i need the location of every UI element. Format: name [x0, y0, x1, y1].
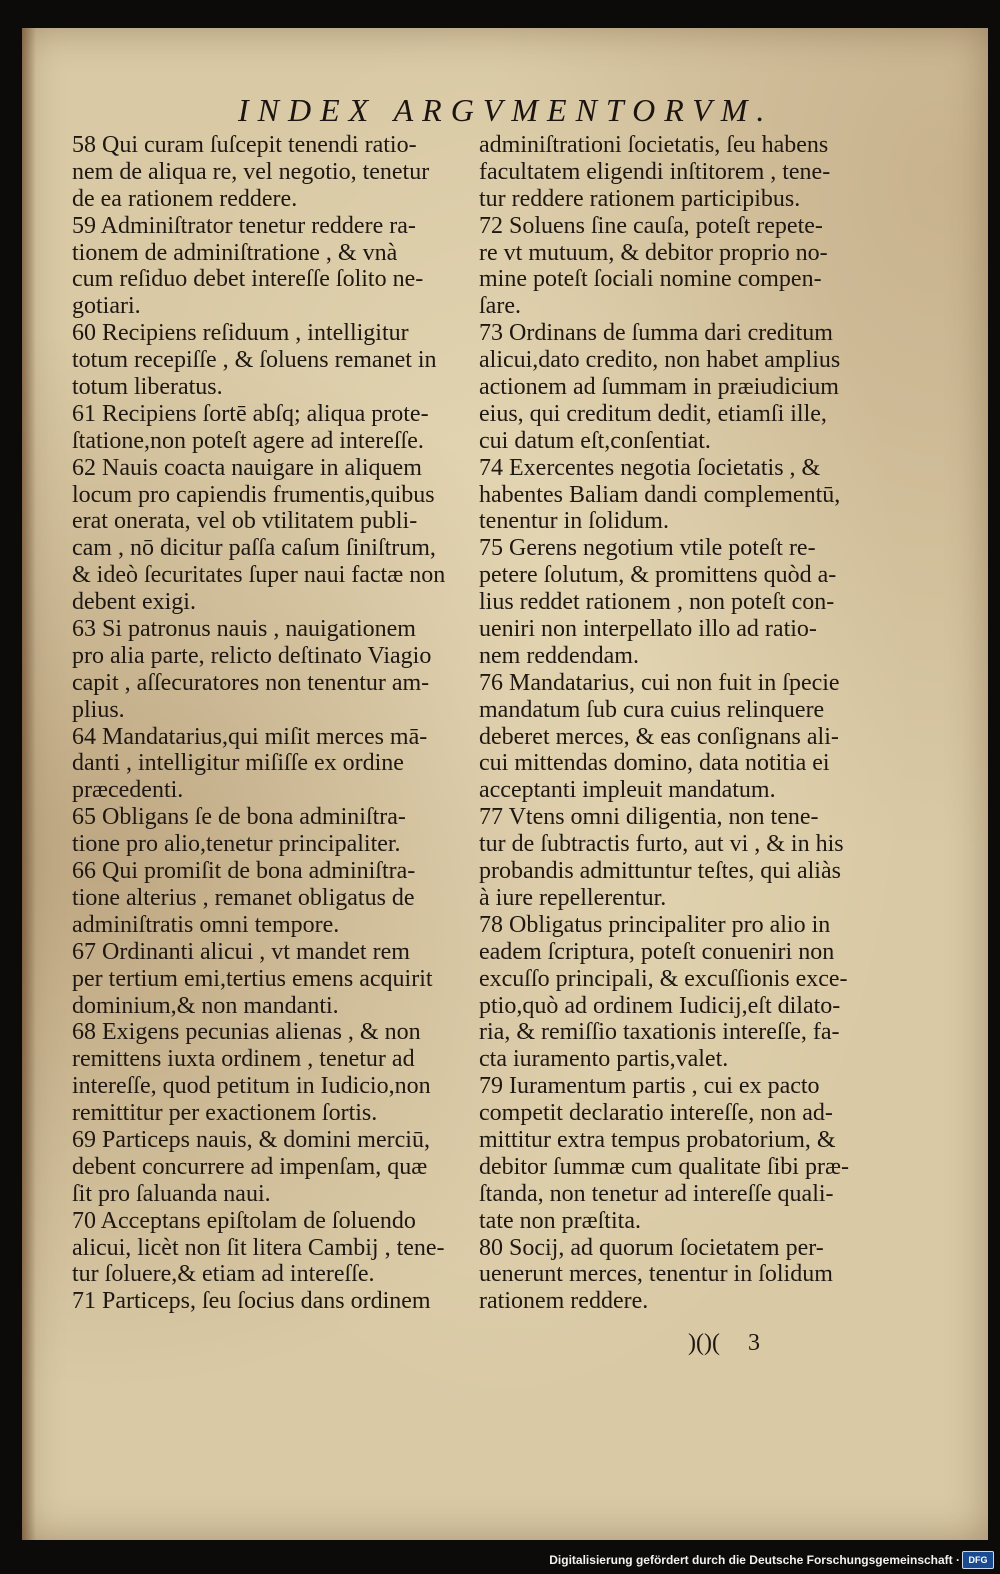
text-line: mine poteſt ſociali nomine compen-: [479, 266, 822, 293]
text-line: 74 Exercentes negotia ſocietatis , &: [479, 454, 821, 481]
text-line: excuſſo principali, & excuſſionis exce-: [479, 965, 848, 992]
page-binding-shadow: [22, 28, 36, 1540]
left-column: [72, 132, 467, 1315]
dfg-logo-icon: DFG: [962, 1551, 994, 1569]
signature-mark: )()(: [688, 1330, 720, 1356]
text-line: per tertium emi,tertius emens acquirit: [72, 965, 433, 992]
text-line: 62 Nauis coacta nauigare in aliquem: [72, 454, 422, 481]
text-line: tenentur in ſolidum.: [479, 508, 669, 535]
text-line: erat onerata, vel ob vtilitatem publi-: [72, 508, 418, 535]
text-line: remittitur per exactionem ſortis.: [72, 1100, 378, 1127]
text-line: 71 Particeps, ſeu ſocius dans ordinem: [72, 1288, 431, 1315]
text-line: ſtanda, non tenetur ad intereſſe quali-: [479, 1180, 834, 1207]
text-line: cta iuramento partis,valet.: [479, 1046, 729, 1073]
text-line: debent concurrere ad impenſam, quæ: [72, 1153, 428, 1180]
text-line: tur reddere rationem participibus.: [479, 185, 801, 212]
text-line: 72 Soluens ſine cauſa, poteſt repete-: [479, 212, 823, 239]
text-line: & ideò ſecuritates ſuper naui factæ non: [72, 562, 446, 589]
text-line: ſare.: [479, 293, 521, 320]
text-line: nem reddendam.: [479, 642, 639, 669]
text-line: pro alia parte, relicto deſtinato Viagio: [72, 642, 432, 669]
text-line: cui datum eſt,conſentiat.: [479, 427, 711, 454]
text-line: præcedenti.: [72, 777, 184, 804]
text-line: 63 Si patronus nauis , nauigationem: [72, 616, 416, 643]
text-line: debitor ſummæ cum qualitate ſibi præ-: [479, 1153, 849, 1180]
text-line: mandatum ſub cura cuius relinquere: [479, 696, 825, 723]
text-line: totum recepiſſe , & ſoluens remanet in: [72, 347, 437, 374]
text-line: alicui, licèt non ſit litera Cambij , tene-: [72, 1234, 445, 1261]
text-line: 80 Socij, ad quorum ſocietatem per-: [479, 1234, 824, 1261]
text-line: nem de aliqua re, vel negotio, tenetur: [72, 158, 430, 185]
text-line: ſit pro ſaluanda naui.: [72, 1180, 271, 1207]
text-line: uenerunt merces, tenentur in ſolidum: [479, 1261, 833, 1288]
text-line: eadem ſcriptura, poteſt conueniri non: [479, 938, 835, 965]
page-number: 3: [747, 1330, 760, 1356]
text-line: rationem reddere.: [479, 1288, 649, 1315]
text-line: 69 Particeps nauis, & domini merciū,: [72, 1126, 430, 1153]
text-line: petere ſolutum, & promittens quòd a-: [479, 562, 837, 589]
text-line: 68 Exigens pecunias alienas , & non: [72, 1019, 421, 1046]
text-line: 77 Vtens omni diligentia, non tene-: [479, 804, 819, 831]
text-line: probandis admittuntur teſtes, qui aliàs: [479, 858, 841, 885]
text-line: re vt mutuum, & debitor proprio no-: [479, 239, 828, 266]
text-line: acceptanti impleuit mandatum.: [479, 777, 776, 804]
text-line: 67 Ordinanti alicui , vt mandet rem: [72, 938, 410, 965]
text-line: ria, & remiſſio taxationis intereſſe, fa-: [479, 1019, 840, 1046]
text-line: tate non præſtita.: [479, 1207, 641, 1234]
text-line: à iure repellerentur.: [479, 884, 667, 911]
text-line: facultatem eligendi inſtitorem , tene-: [479, 158, 831, 185]
text-line: adminiſtrationi ſocietatis, ſeu habens: [479, 132, 829, 158]
text-line: tur ſoluere,& etiam ad intereſſe.: [72, 1261, 375, 1288]
text-line: competit declaratio intereſſe, non ad-: [479, 1100, 833, 1127]
text-line: dominium,& non mandanti.: [72, 992, 339, 1019]
text-line: tionem de adminiſtratione , & vnà: [72, 239, 398, 266]
text-line: cui mittendas domino, data notitia ei: [479, 750, 830, 777]
text-line: 75 Gerens negotium vtile poteſt re-: [479, 535, 816, 562]
text-line: 61 Recipiens ſortē abſq; aliqua prote-: [72, 400, 429, 427]
text-line: intereſſe, quod petitum in Iudicio,non: [72, 1073, 431, 1100]
text-line: habentes Baliam dandi complementū,: [479, 481, 841, 508]
text-line: totum liberatus.: [72, 374, 223, 401]
page-header-title: INDEX ARGVMENTORVM.: [238, 92, 774, 128]
text-line: debent exigi.: [72, 589, 196, 616]
text-line: cum reſiduo debet intereſſe ſolito ne-: [72, 266, 424, 293]
text-line: 76 Mandatarius, cui non fuit in ſpecie: [479, 669, 840, 696]
digitization-footer: [0, 1546, 1000, 1574]
text-line: ueniri non interpellato illo ad ratio-: [479, 616, 817, 643]
text-line: 78 Obligatus principaliter pro alio in: [479, 911, 831, 938]
right-column: [479, 132, 871, 1315]
text-line: ſtatione,non poteſt agere ad intereſſe.: [72, 427, 424, 454]
text-line: gotiari.: [72, 293, 141, 320]
text-line: plius.: [72, 696, 125, 723]
text-line: 60 Recipiens reſiduum , intelligitur: [72, 320, 409, 347]
text-line: 70 Acceptans epiſtolam de ſoluendo: [72, 1207, 416, 1234]
text-line: alicui,dato credito, non habet amplius: [479, 347, 841, 374]
text-line: 65 Obligans ſe de bona adminiſtra-: [72, 804, 406, 831]
text-line: 79 Iuramentum partis , cui ex pacto: [479, 1073, 820, 1100]
text-line: eius, qui creditum dedit, etiamſi ille,: [479, 400, 827, 427]
text-line: lius reddet rationem , non poteſt con-: [479, 589, 835, 616]
text-line: tur de ſubtractis furto, aut vi , & in his: [479, 831, 844, 858]
text-line: mittitur extra tempus probatorium, &: [479, 1126, 836, 1153]
text-line: capit , aſſecuratores non tenentur am-: [72, 669, 430, 696]
text-line: deberet merces, & eas conſignans ali-: [479, 723, 839, 750]
text-line: danti , intelligitur miſiſſe ex ordine: [72, 750, 404, 777]
text-line: remittens iuxta ordinem , tenetur ad: [72, 1046, 415, 1073]
text-line: tione alterius , remanet obligatus de: [72, 884, 415, 911]
text-line: adminiſtratis omni tempore.: [72, 911, 340, 938]
text-line: cam , nō dicitur paſſa caſum ſiniſtrum,: [72, 535, 436, 562]
footer-credit-text: Digitalisierung gefördert durch die Deutsche Forschungsgemeinschaft ·: [549, 1553, 960, 1567]
text-line: 66 Qui promiſit de bona adminiſtra-: [72, 858, 416, 885]
text-line: 58 Qui curam ſuſcepit tenendi ratio-: [72, 132, 417, 158]
text-line: 64 Mandatarius,qui miſit merces mā-: [72, 723, 428, 750]
signature-line: [688, 1330, 760, 1357]
text-line: 73 Ordinans de ſumma dari creditum: [479, 320, 833, 347]
text-line: locum pro capiendis frumentis,quibus: [72, 481, 435, 508]
text-line: tione pro alio,tenetur principaliter.: [72, 831, 401, 858]
text-line: ptio,quò ad ordinem Iudicij,eſt dilato-: [479, 992, 841, 1019]
text-line: actionem ad ſummam in præiudicium: [479, 374, 839, 401]
text-line: de ea rationem reddere.: [72, 185, 298, 212]
text-line: 59 Adminiſtrator tenetur reddere ra-: [72, 212, 416, 239]
